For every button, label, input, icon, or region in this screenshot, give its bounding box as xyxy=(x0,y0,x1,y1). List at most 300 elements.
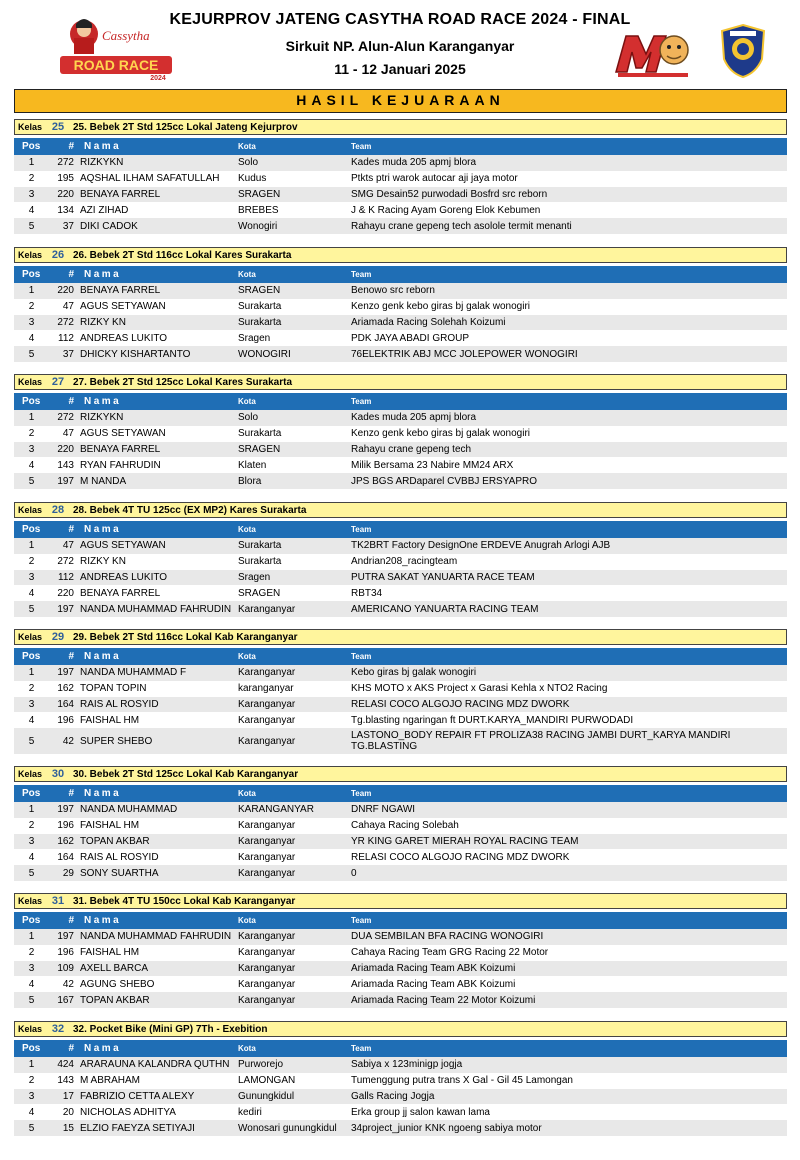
class-name: 26. Bebek 2T Std 116cc Lokal Kares Surakarta xyxy=(73,249,292,261)
row-kota: Sragen xyxy=(238,571,271,583)
row-kota: Karanganyar xyxy=(238,820,296,832)
table-header xyxy=(14,1040,787,1057)
col-team-header: Team xyxy=(351,789,372,798)
row-nama: BENAYA FARREL xyxy=(80,443,161,455)
row-number: 162 xyxy=(57,835,74,847)
class-number: 25 xyxy=(51,121,65,133)
table-row xyxy=(14,1073,787,1089)
row-nama: TOPAN AKBAR xyxy=(80,835,150,847)
class-name: 32. Pocket Bike (Mini GP) 7Th - Exebition xyxy=(73,1023,268,1035)
kelas-label: Kelas xyxy=(18,377,43,387)
table-row xyxy=(14,330,787,346)
row-kota: Karanganyar xyxy=(238,851,296,863)
row-number: 220 xyxy=(57,285,74,297)
col-kota-header: Kota xyxy=(238,142,256,151)
col-nama-header: Nama xyxy=(84,396,122,407)
class-title-bar xyxy=(14,766,787,782)
col-pos-header: Pos xyxy=(22,915,41,926)
row-team: RELASI COCO ALGOJO RACING MDZ DWORK xyxy=(351,851,570,863)
row-nama: TOPAN AKBAR xyxy=(80,994,150,1006)
row-number: 37 xyxy=(62,220,74,232)
row-number: 197 xyxy=(57,603,74,615)
row-number: 196 xyxy=(57,714,74,726)
col-num-header: # xyxy=(68,141,74,152)
row-kota: SRAGEN xyxy=(238,188,281,200)
class-section xyxy=(14,1021,787,1136)
row-pos: 4 xyxy=(28,459,35,471)
row-team: Ariamada Racing Team ABK Koizumi xyxy=(351,978,516,990)
row-kota: LAMONGAN xyxy=(238,1075,296,1087)
row-pos: 1 xyxy=(28,667,35,679)
class-title-bar xyxy=(14,374,787,390)
row-pos: 5 xyxy=(28,220,35,232)
row-nama: DHICKY KISHARTANTO xyxy=(80,348,191,360)
table-row xyxy=(14,473,787,489)
col-team-header: Team xyxy=(351,397,372,406)
class-name: 29. Bebek 2T Std 116cc Lokal Kab Karanganyar xyxy=(73,631,298,643)
row-number: 42 xyxy=(62,735,74,747)
row-pos: 4 xyxy=(28,978,35,990)
logo-text-cassytha: Cassytha xyxy=(102,28,150,43)
table-row xyxy=(14,315,787,331)
row-number: 143 xyxy=(57,459,74,471)
table-row xyxy=(14,802,787,818)
row-nama: ARARAUNA KALANDRA QUTHN xyxy=(80,1059,230,1071)
row-team: Sabiya x 123minigp jogja xyxy=(351,1059,463,1071)
row-number: 197 xyxy=(57,804,74,816)
table-row xyxy=(14,218,787,234)
row-number: 195 xyxy=(57,173,74,185)
row-number: 134 xyxy=(57,204,74,216)
row-nama: SONY SUARTHA xyxy=(80,867,159,879)
class-section xyxy=(14,247,787,362)
row-team: RELASI COCO ALGOJO RACING MDZ DWORK xyxy=(351,698,570,710)
row-kota: Karanganyar xyxy=(238,603,296,615)
row-team: Erka group jj salon kawan lama xyxy=(351,1106,490,1118)
class-title-bar xyxy=(14,893,787,909)
col-pos-header: Pos xyxy=(22,524,41,535)
col-num-header: # xyxy=(68,788,74,799)
row-pos: 4 xyxy=(28,332,35,344)
row-pos: 1 xyxy=(28,931,35,943)
table-row xyxy=(14,283,787,299)
class-name: 30. Bebek 2T Std 125cc Lokal Kab Karanganyar xyxy=(73,768,299,780)
row-nama: RAIS AL ROSYID xyxy=(80,698,159,710)
event-title: KEJURPROV JATENG CASYTHA ROAD RACE 2024 - FINAL xyxy=(169,11,631,28)
row-kota: KARANGANYAR xyxy=(238,804,314,816)
col-team-header: Team xyxy=(351,142,372,151)
row-team: Milik Bersama 23 Nabire MM24 ARX xyxy=(351,459,514,471)
row-nama: BENAYA FARREL xyxy=(80,188,161,200)
row-team: Benowo src reborn xyxy=(351,285,435,297)
row-team: YR KING GARET MIERAH ROYAL RACING TEAM xyxy=(351,835,579,847)
table-row xyxy=(14,410,787,426)
row-number: 272 xyxy=(57,157,74,169)
row-kota: Karanganyar xyxy=(238,931,296,943)
row-pos: 1 xyxy=(28,285,35,297)
row-nama: M ABRAHAM xyxy=(80,1075,141,1087)
row-nama: FAISHAL HM xyxy=(80,714,140,726)
table-row xyxy=(14,728,787,754)
col-kota-header: Kota xyxy=(238,525,256,534)
sponsor-m-logo xyxy=(612,28,694,80)
row-pos: 2 xyxy=(28,428,35,440)
row-nama: SUPER SHEBO xyxy=(80,735,153,747)
row-pos: 2 xyxy=(28,820,35,832)
class-section xyxy=(14,893,787,1008)
row-pos: 1 xyxy=(28,412,35,424)
row-team: PDK JAYA ABADI GROUP xyxy=(351,332,469,344)
row-number: 15 xyxy=(62,1122,74,1134)
row-nama: AGUS SETYAWAN xyxy=(80,540,166,552)
class-section xyxy=(14,629,787,754)
class-title-bar xyxy=(14,629,787,645)
class-name: 31. Bebek 4T TU 150cc Lokal Kab Karanganyar xyxy=(73,895,296,907)
row-pos: 5 xyxy=(28,603,35,615)
logo-text-road-race: ROAD RACE xyxy=(73,57,159,73)
row-team: Cahaya Racing Team GRG Racing 22 Motor xyxy=(351,947,549,959)
table-row xyxy=(14,929,787,945)
col-kota-header: Kota xyxy=(238,1044,256,1053)
col-nama-header: Nama xyxy=(84,269,122,280)
col-kota-header: Kota xyxy=(238,652,256,661)
row-team: Rahayu crane gepeng tech xyxy=(351,443,472,455)
class-number: 26 xyxy=(51,249,65,261)
row-team: TK2BRT Factory DesignOne ERDEVE Anugrah Arlogi AJB xyxy=(351,540,611,552)
col-num-header: # xyxy=(68,396,74,407)
kelas-label: Kelas xyxy=(18,1024,43,1034)
row-kota: Karanganyar xyxy=(238,994,296,1006)
row-team: Ariamada Racing Team ABK Koizumi xyxy=(351,962,516,974)
table-row xyxy=(14,570,787,586)
row-team: RBT34 xyxy=(351,587,383,599)
table-header xyxy=(14,785,787,802)
col-num-header: # xyxy=(68,269,74,280)
row-pos: 2 xyxy=(28,173,35,185)
row-kota: Karanganyar xyxy=(238,962,296,974)
row-nama: RAIS AL ROSYID xyxy=(80,851,159,863)
row-pos: 1 xyxy=(28,540,35,552)
row-number: 47 xyxy=(62,540,74,552)
class-section xyxy=(14,374,787,489)
row-team: JPS BGS ARDaparel CVBBJ ERSYAPRO xyxy=(351,475,537,487)
row-team: Rahayu crane gepeng tech asolole termit menanti xyxy=(351,220,572,232)
row-number: 196 xyxy=(57,820,74,832)
kelas-label: Kelas xyxy=(18,505,43,515)
row-kota: Kudus xyxy=(238,173,267,185)
row-nama: NICHOLAS ADHITYA xyxy=(80,1106,176,1118)
row-nama: AXELL BARCA xyxy=(80,962,148,974)
row-nama: RIZKYKN xyxy=(80,412,124,424)
row-kota: Surakarta xyxy=(238,428,282,440)
col-pos-header: Pos xyxy=(22,788,41,799)
row-team: Kebo giras bj galak wonogiri xyxy=(351,667,477,679)
col-team-header: Team xyxy=(351,270,372,279)
row-team: Kades muda 205 apmj blora xyxy=(351,412,477,424)
table-row xyxy=(14,945,787,961)
row-number: 167 xyxy=(57,994,74,1006)
table-header xyxy=(14,521,787,538)
table-row xyxy=(14,187,787,203)
table-row xyxy=(14,697,787,713)
row-nama: NANDA MUHAMMAD FAHRUDIN xyxy=(80,931,232,943)
table-header xyxy=(14,138,787,155)
table-header xyxy=(14,648,787,665)
row-number: 164 xyxy=(57,851,74,863)
row-team: Cahaya Racing Solebah xyxy=(351,820,459,832)
row-pos: 4 xyxy=(28,714,35,726)
row-nama: RIZKY KN xyxy=(80,556,126,568)
row-nama: RIZKYKN xyxy=(80,157,124,169)
class-number: 30 xyxy=(51,768,65,780)
row-kota: Karanganyar xyxy=(238,698,296,710)
row-team: Kenzo genk kebo giras bj galak wonogiri xyxy=(351,301,530,313)
table-row xyxy=(14,1104,787,1120)
row-pos: 2 xyxy=(28,947,35,959)
col-kota-header: Kota xyxy=(238,789,256,798)
row-team: Tumenggung putra trans X Gal - Gil 45 Lamongan xyxy=(351,1075,573,1087)
class-number: 29 xyxy=(51,631,65,643)
row-number: 109 xyxy=(57,962,74,974)
row-nama: FAISHAL HM xyxy=(80,820,140,832)
row-nama: TOPAN TOPIN xyxy=(80,683,147,695)
row-kota: Klaten xyxy=(238,459,267,471)
table-row xyxy=(14,171,787,187)
row-team: Ariamada Racing Team 22 Motor Koizumi xyxy=(351,994,536,1006)
row-nama: ELZIO FAEYZA SETIYAJI xyxy=(80,1122,195,1134)
row-team: Galls Racing Jogja xyxy=(351,1090,435,1102)
table-row xyxy=(14,155,787,171)
row-pos: 2 xyxy=(28,556,35,568)
row-kota: Purworejo xyxy=(238,1059,284,1071)
col-nama-header: Nama xyxy=(84,915,122,926)
kelas-label: Kelas xyxy=(18,896,43,906)
page-header xyxy=(0,0,800,88)
class-section xyxy=(14,766,787,881)
table-row xyxy=(14,665,787,681)
table-row xyxy=(14,712,787,728)
row-kota: Gunungkidul xyxy=(238,1090,295,1102)
row-team: Andrian208_racingteam xyxy=(351,556,458,568)
row-number: 196 xyxy=(57,947,74,959)
row-kota: WONOGIRI xyxy=(238,348,291,360)
row-number: 20 xyxy=(62,1106,74,1118)
col-num-header: # xyxy=(68,915,74,926)
row-kota: Solo xyxy=(238,157,259,169)
row-kota: Blora xyxy=(238,475,262,487)
row-team: SMG Desain52 purwodadi Bosfrd src reborn xyxy=(351,188,548,200)
row-kota: Wonogiri xyxy=(238,220,278,232)
row-nama: NANDA MUHAMMAD FAHRUDIN xyxy=(80,603,232,615)
row-nama: BENAYA FARREL xyxy=(80,285,161,297)
row-team: Ptkts ptri warok autocar aji jaya motor xyxy=(351,173,518,185)
col-num-header: # xyxy=(68,1043,74,1054)
table-row xyxy=(14,976,787,992)
row-nama: RYAN FAHRUDIN xyxy=(80,459,161,471)
table-header xyxy=(14,266,787,283)
row-number: 112 xyxy=(58,571,74,583)
row-kota: Surakarta xyxy=(238,540,282,552)
col-pos-header: Pos xyxy=(22,396,41,407)
row-number: 197 xyxy=(57,667,74,679)
row-team: AMERICANO YANUARTA RACING TEAM xyxy=(351,603,539,615)
class-section xyxy=(14,502,787,617)
table-row xyxy=(14,457,787,473)
row-kota: Solo xyxy=(238,412,259,424)
row-team: Tg.blasting ngaringan ft DURT.KARYA_MANDIRI PURWODADI xyxy=(351,714,634,726)
table-row xyxy=(14,865,787,881)
row-number: 17 xyxy=(62,1090,74,1102)
row-team: 76ELEKTRIK ABJ MCC JOLEPOWER WONOGIRI xyxy=(351,348,578,360)
row-kota: Surakarta xyxy=(238,301,282,313)
row-kota: Karanganyar xyxy=(238,835,296,847)
row-pos: 3 xyxy=(28,698,35,710)
row-kota: Karanganyar xyxy=(238,947,296,959)
class-title-bar xyxy=(14,247,787,263)
row-pos: 5 xyxy=(28,867,35,879)
row-number: 47 xyxy=(62,428,74,440)
class-number: 32 xyxy=(51,1023,65,1035)
row-nama: AQSHAL ILHAM SAFATULLAH xyxy=(80,173,220,185)
row-nama: AGUNG SHEBO xyxy=(80,978,155,990)
col-pos-header: Pos xyxy=(22,269,41,280)
class-name: 28. Bebek 4T TU 125cc (EX MP2) Kares Surakarta xyxy=(73,504,307,516)
table-row xyxy=(14,992,787,1008)
row-team: J & K Racing Ayam Goreng Elok Kebumen xyxy=(351,204,541,216)
row-nama: DIKI CADOK xyxy=(80,220,138,232)
row-kota: Surakarta xyxy=(238,316,282,328)
row-number: 143 xyxy=(57,1075,74,1087)
row-pos: 1 xyxy=(28,157,35,169)
row-pos: 3 xyxy=(28,1090,35,1102)
table-row xyxy=(14,1057,787,1073)
col-num-header: # xyxy=(68,524,74,535)
class-number: 31 xyxy=(51,895,65,907)
row-pos: 2 xyxy=(28,301,35,313)
row-pos: 5 xyxy=(28,994,35,1006)
row-team: 34project_junior KNK ngoeng sabiya motor xyxy=(351,1122,542,1134)
col-pos-header: Pos xyxy=(22,141,41,152)
row-kota: Wonosari gunungkidul xyxy=(238,1122,337,1134)
kelas-label: Kelas xyxy=(18,122,43,132)
row-pos: 3 xyxy=(28,316,35,328)
table-row xyxy=(14,834,787,850)
row-nama: M NANDA xyxy=(80,475,127,487)
row-number: 220 xyxy=(57,587,74,599)
row-kota: Surakarta xyxy=(238,556,282,568)
col-nama-header: Nama xyxy=(84,1043,122,1054)
row-nama: NANDA MUHAMMAD xyxy=(80,804,178,816)
row-nama: BENAYA FARREL xyxy=(80,587,161,599)
row-pos: 5 xyxy=(28,1122,35,1134)
class-title-bar xyxy=(14,502,787,518)
row-kota: SRAGEN xyxy=(238,443,281,455)
row-team: KHS MOTO x AKS Project x Garasi Kehla x NTO2 Racing xyxy=(351,683,608,695)
row-pos: 4 xyxy=(28,851,35,863)
class-title-bar xyxy=(14,1021,787,1037)
row-nama: ANDREAS LUKITO xyxy=(80,332,168,344)
row-team: DNRF NGAWI xyxy=(351,804,416,816)
col-nama-header: Nama xyxy=(84,524,122,535)
col-team-header: Team xyxy=(351,525,372,534)
row-pos: 3 xyxy=(28,962,35,974)
kelas-label: Kelas xyxy=(18,250,43,260)
table-row xyxy=(14,601,787,617)
results-banner: HASIL KEJUARAAN xyxy=(14,89,787,113)
row-pos: 1 xyxy=(28,1059,35,1071)
event-date: 11 - 12 Januari 2025 xyxy=(334,61,466,77)
row-pos: 5 xyxy=(28,475,35,487)
row-nama: ANDREAS LUKITO xyxy=(80,571,168,583)
row-number: 220 xyxy=(57,188,74,200)
row-number: 42 xyxy=(62,978,74,990)
col-num-header: # xyxy=(68,651,74,662)
row-pos: 3 xyxy=(28,571,35,583)
row-nama: AGUS SETYAWAN xyxy=(80,428,166,440)
table-header xyxy=(14,912,787,929)
row-kota: kediri xyxy=(238,1106,262,1118)
col-kota-header: Kota xyxy=(238,270,256,279)
row-team: Kenzo genk kebo giras bj galak wonogiri xyxy=(351,428,530,440)
table-row xyxy=(14,961,787,977)
row-kota: Karanganyar xyxy=(238,714,296,726)
table-row xyxy=(14,1089,787,1105)
row-team: DUA SEMBILAN BFA RACING WONOGIRI xyxy=(351,931,544,943)
row-nama: FAISHAL HM xyxy=(80,947,140,959)
table-row xyxy=(14,818,787,834)
row-number: 37 xyxy=(62,348,74,360)
row-pos: 3 xyxy=(28,188,35,200)
row-number: 112 xyxy=(58,332,74,344)
class-section xyxy=(14,119,787,234)
row-kota: Sragen xyxy=(238,332,271,344)
association-shield-logo xyxy=(718,23,768,79)
row-team: Ariamada Racing Solehah Koizumi xyxy=(351,316,506,328)
table-row xyxy=(14,346,787,362)
row-number: 164 xyxy=(57,698,74,710)
row-nama: RIZKY KN xyxy=(80,316,126,328)
row-nama: FABRIZIO CETTA ALEXY xyxy=(80,1090,195,1102)
row-kota: Karanganyar xyxy=(238,978,296,990)
class-name: 25. Bebek 2T Std 125cc Lokal Jateng Kejurprov xyxy=(73,121,298,133)
row-pos: 2 xyxy=(28,683,35,695)
row-kota: SRAGEN xyxy=(238,285,281,297)
row-kota: karanganyar xyxy=(238,683,294,695)
table-row xyxy=(14,681,787,697)
row-number: 220 xyxy=(57,443,74,455)
event-venue: Sirkuit NP. Alun-Alun Karanganyar xyxy=(285,38,515,54)
row-kota: Karanganyar xyxy=(238,667,296,679)
row-pos: 5 xyxy=(28,735,35,747)
logo-text-year: 2024 xyxy=(150,75,166,82)
table-row xyxy=(14,1120,787,1136)
row-kota: Karanganyar xyxy=(238,735,296,747)
row-number: 272 xyxy=(57,316,74,328)
row-nama: AGUS SETYAWAN xyxy=(80,301,166,313)
row-number: 272 xyxy=(57,412,74,424)
class-number: 27 xyxy=(51,376,65,388)
row-nama: AZI ZIHAD xyxy=(80,204,129,216)
table-row xyxy=(14,849,787,865)
table-row xyxy=(14,442,787,458)
row-nama: NANDA MUHAMMAD F xyxy=(80,667,187,679)
row-pos: 4 xyxy=(28,204,35,216)
row-pos: 1 xyxy=(28,804,35,816)
col-team-header: Team xyxy=(351,652,372,661)
col-kota-header: Kota xyxy=(238,916,256,925)
row-kota: Karanganyar xyxy=(238,867,296,879)
class-number: 28 xyxy=(51,504,65,516)
